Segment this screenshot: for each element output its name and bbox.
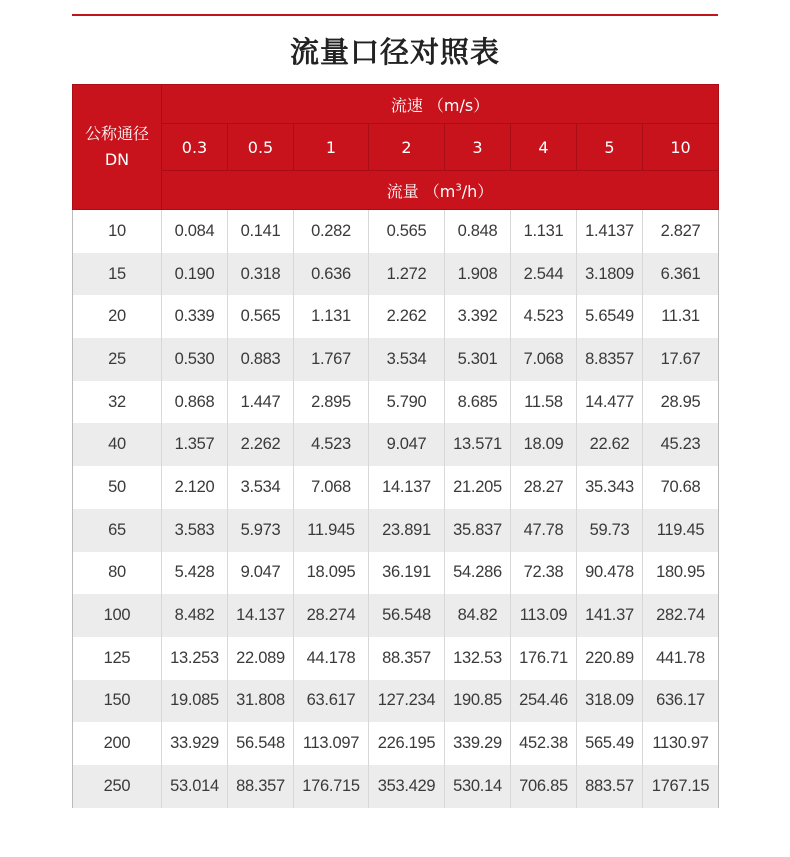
flow-value-cell: 441.78 <box>643 637 719 680</box>
flow-value-cell: 5.301 <box>445 338 511 381</box>
flow-value-cell: 2.262 <box>228 423 294 466</box>
dn-cell: 65 <box>73 509 162 552</box>
flow-value-cell: 2.120 <box>162 466 228 509</box>
dn-cell: 20 <box>73 295 162 338</box>
flow-value-cell: 3.392 <box>445 295 511 338</box>
flow-value-cell: 180.95 <box>643 552 719 595</box>
flow-value-cell: 1.767 <box>294 338 369 381</box>
flow-value-cell: 19.085 <box>162 680 228 723</box>
flow-value-cell: 56.548 <box>369 594 445 637</box>
flow-value-cell: 176.715 <box>294 765 369 808</box>
velocity-cell: 1 <box>294 124 369 171</box>
flow-value-cell: 706.85 <box>511 765 577 808</box>
table-row <box>73 594 719 637</box>
velocity-cell: 10 <box>643 124 719 171</box>
flow-value-cell: 0.565 <box>228 295 294 338</box>
flow-value-cell: 5.790 <box>369 381 445 424</box>
flow-value-cell: 113.09 <box>511 594 577 637</box>
flow-value-cell: 18.095 <box>294 552 369 595</box>
flow-value-cell: 13.253 <box>162 637 228 680</box>
flow-value-cell: 0.565 <box>369 210 445 253</box>
flow-value-cell: 1.131 <box>511 210 577 253</box>
flow-value-cell: 226.195 <box>369 722 445 765</box>
flow-value-cell: 132.53 <box>445 637 511 680</box>
flow-value-cell: 3.534 <box>228 466 294 509</box>
flow-value-cell: 18.09 <box>511 423 577 466</box>
flow-value-cell: 88.357 <box>228 765 294 808</box>
flow-value-cell: 0.868 <box>162 381 228 424</box>
flow-value-cell: 176.71 <box>511 637 577 680</box>
flow-value-cell: 7.068 <box>511 338 577 381</box>
flow-value-cell: 28.27 <box>511 466 577 509</box>
flow-value-cell: 0.339 <box>162 295 228 338</box>
flow-value-cell: 8.8357 <box>577 338 643 381</box>
flow-value-cell: 0.141 <box>228 210 294 253</box>
velocity-cell: 0.3 <box>162 124 228 171</box>
velocity-cell: 3 <box>445 124 511 171</box>
dn-cell: 50 <box>73 466 162 509</box>
flow-value-cell: 119.45 <box>643 509 719 552</box>
flow-value-cell: 53.014 <box>162 765 228 808</box>
table-row <box>73 423 719 466</box>
flow-value-cell: 1.357 <box>162 423 228 466</box>
flow-value-cell: 22.089 <box>228 637 294 680</box>
table-row <box>73 338 719 381</box>
dn-cell: 250 <box>73 765 162 808</box>
dn-cell: 80 <box>73 552 162 595</box>
flow-value-cell: 35.343 <box>577 466 643 509</box>
flow-value-cell: 36.191 <box>369 552 445 595</box>
flow-value-cell: 11.945 <box>294 509 369 552</box>
flow-value-cell: 84.82 <box>445 594 511 637</box>
flow-value-cell: 44.178 <box>294 637 369 680</box>
flow-value-cell: 3.583 <box>162 509 228 552</box>
flow-value-cell: 1.447 <box>228 381 294 424</box>
flow-value-cell: 113.097 <box>294 722 369 765</box>
dn-cell: 25 <box>73 338 162 381</box>
flow-value-cell: 21.205 <box>445 466 511 509</box>
flow-value-cell: 13.571 <box>445 423 511 466</box>
flow-header-sup: 3 <box>455 182 462 194</box>
flow-value-cell: 452.38 <box>511 722 577 765</box>
flow-header-suffix: /h） <box>461 181 494 201</box>
flow-value-cell: 28.95 <box>643 381 719 424</box>
flow-value-cell: 45.23 <box>643 423 719 466</box>
dn-cell: 150 <box>73 680 162 723</box>
flow-value-cell: 11.31 <box>643 295 719 338</box>
flow-value-cell: 0.530 <box>162 338 228 381</box>
flow-value-cell: 2.262 <box>369 295 445 338</box>
flow-value-cell: 5.973 <box>228 509 294 552</box>
flow-value-cell: 5.6549 <box>577 295 643 338</box>
flow-value-cell: 3.1809 <box>577 253 643 296</box>
page-title: 流量口径对照表 <box>289 35 500 69</box>
table-row <box>73 552 719 595</box>
flow-value-cell: 8.482 <box>162 594 228 637</box>
flow-value-cell: 0.636 <box>294 253 369 296</box>
flow-value-cell: 90.478 <box>577 552 643 595</box>
dn-cell: 15 <box>73 253 162 296</box>
flow-value-cell: 59.73 <box>577 509 643 552</box>
flow-header-prefix: 流量 （m <box>386 181 456 201</box>
table-row <box>73 637 719 680</box>
flow-value-cell: 9.047 <box>369 423 445 466</box>
flow-value-cell: 33.929 <box>162 722 228 765</box>
flow-value-cell: 70.68 <box>643 466 719 509</box>
flow-value-cell: 2.827 <box>643 210 719 253</box>
flow-value-cell: 318.09 <box>577 680 643 723</box>
flow-value-cell: 14.137 <box>369 466 445 509</box>
dn-cell: 200 <box>73 722 162 765</box>
flow-value-cell: 0.318 <box>228 253 294 296</box>
flow-value-cell: 47.78 <box>511 509 577 552</box>
flow-value-cell: 565.49 <box>577 722 643 765</box>
flow-value-cell: 5.428 <box>162 552 228 595</box>
flow-value-cell: 2.544 <box>511 253 577 296</box>
flow-value-cell: 141.37 <box>577 594 643 637</box>
table-row <box>73 210 719 253</box>
flow-value-cell: 636.17 <box>643 680 719 723</box>
flow-value-cell: 1130.97 <box>643 722 719 765</box>
flow-value-cell: 4.523 <box>294 423 369 466</box>
flow-value-cell: 282.74 <box>643 594 719 637</box>
flow-value-cell: 0.282 <box>294 210 369 253</box>
velocity-cell: 5 <box>577 124 643 171</box>
flow-value-cell: 9.047 <box>228 552 294 595</box>
flow-value-cell: 0.084 <box>162 210 228 253</box>
flow-value-cell: 72.38 <box>511 552 577 595</box>
table-row <box>73 295 719 338</box>
flow-value-cell: 7.068 <box>294 466 369 509</box>
flow-value-cell: 88.357 <box>369 637 445 680</box>
flow-value-cell: 6.361 <box>643 253 719 296</box>
flow-value-cell: 8.685 <box>445 381 511 424</box>
flow-value-cell: 63.617 <box>294 680 369 723</box>
flow-value-cell: 353.429 <box>369 765 445 808</box>
flow-value-cell: 883.57 <box>577 765 643 808</box>
flow-value-cell: 3.534 <box>369 338 445 381</box>
flow-value-cell: 54.286 <box>445 552 511 595</box>
flow-value-cell: 0.848 <box>445 210 511 253</box>
velocity-cell: 0.5 <box>228 124 294 171</box>
flow-value-cell: 0.190 <box>162 253 228 296</box>
flow-header <box>162 171 719 210</box>
flow-value-cell: 28.274 <box>294 594 369 637</box>
top-divider <box>72 14 718 16</box>
table-row <box>73 381 719 424</box>
flow-value-cell: 254.46 <box>511 680 577 723</box>
dn-header-line2: DN <box>104 150 130 169</box>
flow-value-cell: 1.4137 <box>577 210 643 253</box>
table-row <box>73 680 719 723</box>
dn-cell: 10 <box>73 210 162 253</box>
flow-value-cell: 14.137 <box>228 594 294 637</box>
dn-cell: 100 <box>73 594 162 637</box>
dn-cell: 125 <box>73 637 162 680</box>
table-row <box>73 722 719 765</box>
dn-cell: 32 <box>73 381 162 424</box>
flow-value-cell: 35.837 <box>445 509 511 552</box>
flow-value-cell: 11.58 <box>511 381 577 424</box>
flow-value-cell: 1.272 <box>369 253 445 296</box>
flow-value-cell: 1.131 <box>294 295 369 338</box>
flow-value-cell: 530.14 <box>445 765 511 808</box>
velocity-header: 流速 （m/s） <box>162 85 719 124</box>
flow-value-cell: 1.908 <box>445 253 511 296</box>
flow-value-cell: 22.62 <box>577 423 643 466</box>
table-row <box>73 253 719 296</box>
flow-value-cell: 220.89 <box>577 637 643 680</box>
flow-value-cell: 56.548 <box>228 722 294 765</box>
table-row <box>73 509 719 552</box>
flow-value-cell: 0.883 <box>228 338 294 381</box>
flow-value-cell: 127.234 <box>369 680 445 723</box>
velocity-cell: 4 <box>511 124 577 171</box>
flow-value-cell: 31.808 <box>228 680 294 723</box>
flow-value-cell: 339.29 <box>445 722 511 765</box>
flow-value-cell: 14.477 <box>577 381 643 424</box>
flow-value-cell: 190.85 <box>445 680 511 723</box>
flow-value-cell: 1767.15 <box>643 765 719 808</box>
flow-value-cell: 17.67 <box>643 338 719 381</box>
flow-value-cell: 4.523 <box>511 295 577 338</box>
dn-header <box>73 85 162 210</box>
flow-value-cell: 2.895 <box>294 381 369 424</box>
dn-header-line1: 公称通径 <box>84 124 149 143</box>
velocity-cell: 2 <box>369 124 445 171</box>
flow-diameter-table <box>72 84 719 808</box>
table-row <box>73 466 719 509</box>
table-row <box>73 765 719 808</box>
flow-value-cell: 23.891 <box>369 509 445 552</box>
dn-cell: 40 <box>73 423 162 466</box>
